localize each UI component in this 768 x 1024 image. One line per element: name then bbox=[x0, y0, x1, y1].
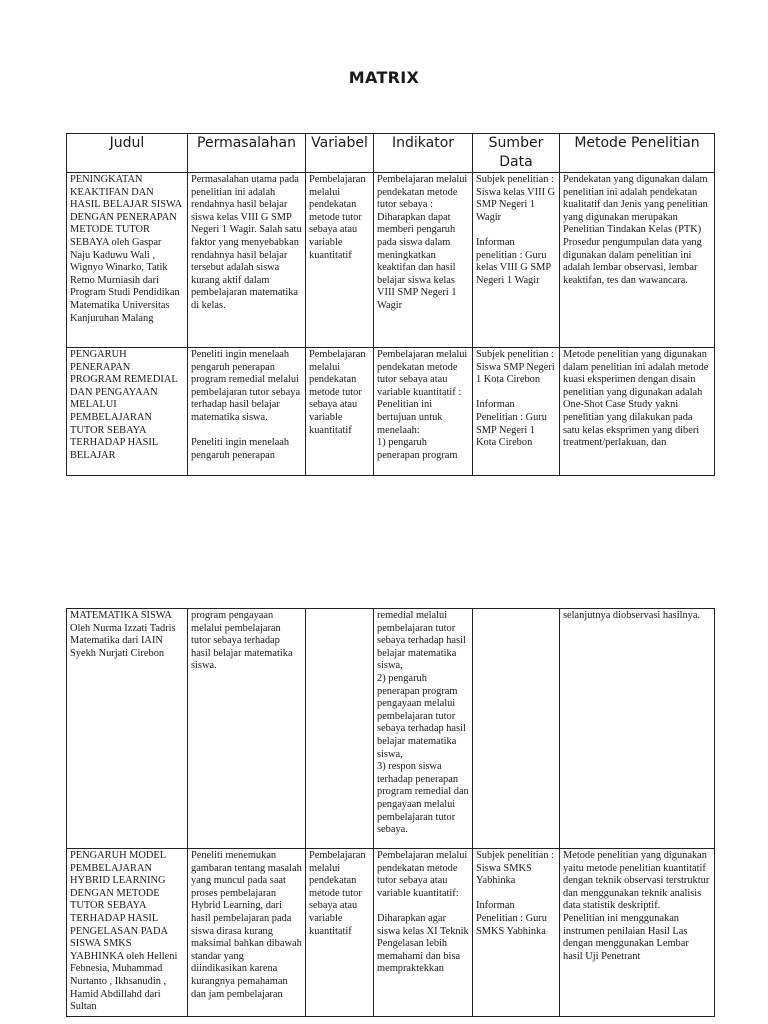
table-row bbox=[67, 849, 715, 1017]
table-row bbox=[67, 348, 715, 476]
cell-variabel: Pembelajaran melalui pendekatan metode tutor sebaya atau variable kuantitatif bbox=[306, 173, 374, 348]
cell-sumber-data: Subjek penelitian : Siswa SMP Negeri 1 Kota Cirebon Informan Penelitian : Guru SMP Negeri 1 Kota Cirebon bbox=[473, 348, 560, 476]
table-row bbox=[67, 609, 715, 849]
header-variabel: Variabel bbox=[306, 134, 374, 173]
cell-variabel: Pembelajaran melalui pendekatan metode tutor sebaya atau variable kuantitatif bbox=[306, 348, 374, 476]
header-row bbox=[67, 134, 715, 173]
cell-variabel bbox=[306, 609, 374, 849]
table-row bbox=[67, 173, 715, 348]
header-permasalahan: Permasalahan bbox=[188, 134, 306, 173]
cell-metode-penelitian: Pendekatan yang digunakan dalam penelitian ini adalah pendekatan kualitatif dan Jenis yang penelitian yang digunakan merupakan Penelitian Tindakan Kelas (PTK) Prosedur pengumpulan data yang digunakan dalam penelitian ini adalah lembar observasi, lembar keaktifan, tes dan wawancara. bbox=[560, 173, 715, 348]
cell-judul: PENGARUH MODEL PEMBELAJARAN HYBRID LEARNING DENGAN METODE TUTOR SEBAYA TERHADAP HASIL PENGELASAN PADA SISWA SMKS YABHINKA oleh Helleni Febnesia, Muhammad Nurtanto , Ikhsanudin , Hamid Abdillahd dari Sultan bbox=[67, 849, 188, 1017]
cell-indikator: Pembelajaran melalui pendekatan metode tutor sebaya atau variable kuantitatif: Diharapkan agar siswa kelas XI Teknik Pengelasan lebih memahami dan bisa mempraktekkan bbox=[374, 849, 473, 1017]
cell-sumber-data: Subjek penelitian : Siswa SMKS Yabhinka Informan Penelitian : Guru SMKS Yabhinka bbox=[473, 849, 560, 1017]
cell-judul: MATEMATIKA SISWA Oleh Nurma Izzati Tadris Matematika dari IAIN Syekh Nurjati Cirebon bbox=[67, 609, 188, 849]
cell-indikator: Pembelajaran melalui pendekatan metode tutor sebaya : Diharapkan dapat memberi pengaruh pada siswa dalam meningkatkan keaktifan dan hasil belajar siswa kelas VIII SMP Negeri 1 Wagir bbox=[374, 173, 473, 348]
cell-variabel: Pembelajaran melalui pendekatan metode tutor sebaya atau variable kuantitatif bbox=[306, 849, 374, 1017]
header-judul: Judul bbox=[67, 134, 188, 173]
header-metode-penelitian: Metode Penelitian bbox=[560, 134, 715, 173]
cell-permasalahan: program pengayaan melalui pembelajaran tutor sebaya terhadap hasil belajar matematika siswa. bbox=[188, 609, 306, 849]
cell-judul: PENGARUH PENERAPAN PROGRAM REMEDIAL DAN PENGAYAAN MELALUI PEMBELAJARAN TUTOR SEBAYA TERHADAP HASIL BELAJAR bbox=[67, 348, 188, 476]
cell-permasalahan: Peneliti ingin menelaah pengaruh penerapan program remedial melalui pembelajaran tutor sebaya terhadap hasil belajar matematika siswa. Peneliti ingin menelaah pengaruh penerapan bbox=[188, 348, 306, 476]
cell-permasalahan: Permasalahan utama pada penelitian ini adalah rendahnya hasil belajar siswa kelas VIII G SMP Negeri 1 Wagir. Salah satu faktor yang menyebabkan rendahnya hasil belajar tersebut adalah siswa kurang aktif dalam pembelajaran matematika di kelas. bbox=[188, 173, 306, 348]
header-indikator: Indikator bbox=[374, 134, 473, 173]
cell-indikator: remedial melalui pembelajaran tutor sebaya terhadap hasil belajar matematika siswa, 2) pengaruh penerapan program pengayaan melalui pembelajaran tutor sebaya terhadap hasil belajar matematika siswa, 3) respon siswa terhadap penerapan program remedial dan pengayaan melalui pembelajaran tutor sebaya. bbox=[374, 609, 473, 849]
matrix-table-bottom bbox=[66, 608, 715, 1017]
cell-indikator: Pembelajaran melalui pendekatan metode tutor sebaya atau variable kuantitatif : Penelitian ini bertujuan untuk menelaah: 1) pengaruh penerapan program bbox=[374, 348, 473, 476]
cell-metode-penelitian: Metode penelitian yang digunakan dalam penelitian ini adalah metode kuasi eksperimen dengan disain penelitian yang digunakan adalah One-Shot Case Study yakni penelitian yang dilakukan pada satu kelas eksprimen yang diberi treatment/perlakuan, dan bbox=[560, 348, 715, 476]
cell-judul: PENINGKATAN KEAKTIFAN DAN HASIL BELAJAR SISWA DENGAN PENERAPAN METODE TUTOR SEBAYA oleh Gaspar Naju Kaduwu Wali , Wignyo Winarko, Tatik Retno Murniasih dari Program Studi Pendidikan Matematika Universitas Kanjuruhan Malang bbox=[67, 173, 188, 348]
page-title: MATRIX bbox=[348, 68, 420, 87]
cell-permasalahan: Peneliti menemukan gambaran tentang masalah yang muncul pada saat proses pembelajaran Hybrid Learning, dari hasil pembelajaran pada siswa dirasa kurang maksimal bahkan dibawah standar yang diindikasikan karena kurangnya pemahaman dan jam pembelajaran bbox=[188, 849, 306, 1017]
cell-sumber-data: Subjek penelitian : Siswa kelas VIII G SMP Negeri 1 Wagir Informan penelitian : Guru kelas VIII G SMP Negeri 1 Wagir bbox=[473, 173, 560, 348]
cell-metode-penelitian: Metode penelitian yang digunakan yaitu metode penelitian kuantitatif dengan teknik observasi terstruktur dan menggunakan teknik analisis data statistik deskriptif. Penelitian ini menggunakan instrumen penilaian Hasil Las dengan menggunakan Lembar hasil Uji Penetrant bbox=[560, 849, 715, 1017]
header-sumber-data: Sumber Data bbox=[473, 134, 560, 173]
cell-sumber-data bbox=[473, 609, 560, 849]
cell-metode-penelitian: selanjutnya diobservasi hasilnya. bbox=[560, 609, 715, 849]
matrix-table-top bbox=[66, 133, 715, 476]
